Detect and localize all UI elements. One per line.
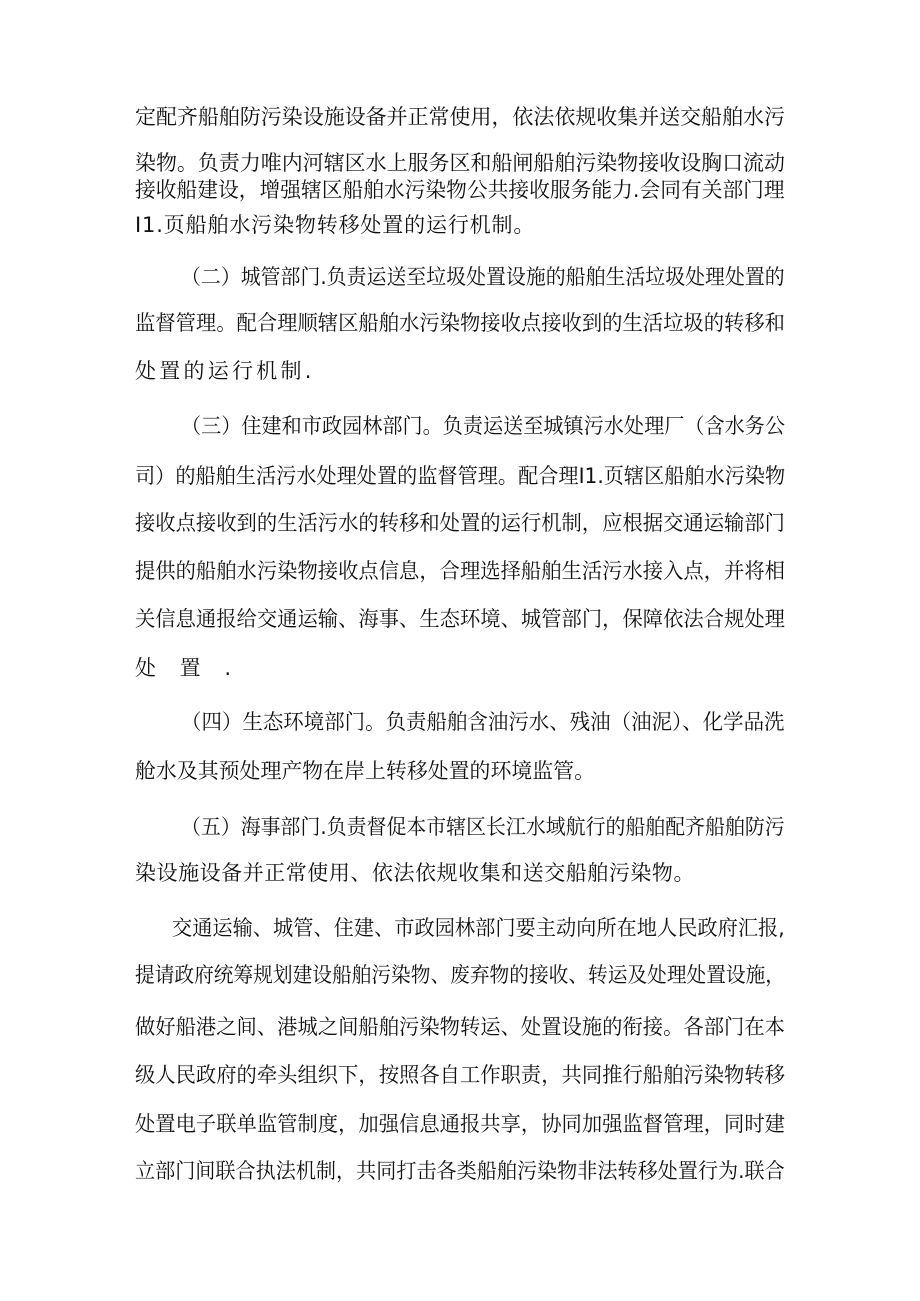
text-line: （四）生态环境部门。负责船舶含油污水、残油（油泥）、化学品洗 xyxy=(181,710,785,734)
text-line: 接收点接收到的生活污水的转移和处置的运行机制，应根据交通运输部门 xyxy=(135,511,785,535)
text-line: 交通运输、城管、住建、市政园林部门要主动向所在地人民政府汇报, xyxy=(172,916,785,940)
text-line: 染设施设备并正常使用、依法依规收集和送交船舶污染物。 xyxy=(135,861,695,885)
text-line: 提供的船舶水污染物接收点信息，合理选择船舶生活污水接入点，并将相 xyxy=(135,559,785,583)
text-line: （二）城管部门.负责运送至垃圾处置设施的船舶生活垃圾处理处置的 xyxy=(181,265,785,289)
text-line: I1.页船舶水污染物转移处置的运行机制。 xyxy=(135,213,536,237)
text-line: 提请政府统筹规划建设船舶污染物、废弃物的接收、转运及处理处置设施， xyxy=(135,963,785,987)
text-line: （五）海事部门.负责督促本市辖区长江水域航行的船舶配齐船舶防污 xyxy=(181,815,785,839)
text-line: （三）住建和市政园林部门。负责运送至城镇污水处理厂（含水务公 xyxy=(181,414,785,438)
text-line: 级人民政府的牵头组织下，按照各自工作职责，共同推行船舶污染物转移 xyxy=(135,1063,785,1087)
text-line: 司）的船舶生活污水处理处置的监督管理。配合理I1.页辖区船舶水污染物 xyxy=(135,464,786,488)
text-line: 做好船港之间、港城之间船舶污染物转运、处置设施的衔接。各部门在本 xyxy=(135,1015,785,1039)
text-line: 定配齐船舶防污染设施设备并正常使用，依法依规收集并送交船舶水污 xyxy=(135,105,785,129)
text-line: 处置. xyxy=(135,656,255,680)
text-line: 染物。负责力唯内河辖区水上服务区和船闸船舶污染物接收设胸口流动 xyxy=(135,151,785,175)
text-line: 监督管理。配合理顺辖区船舶水污染物接收点接收到的生活垃圾的转移和 xyxy=(135,311,785,335)
text-line: 关信息通报给交通运输、海事、生态环境、城管部门，保障依法合规处理 xyxy=(135,607,785,631)
text-line: 接收船建设，增强辖区船舶水污染物公共接收服务能力.会同有关部门理 xyxy=(135,178,785,202)
text-line: 处置的运行机制. xyxy=(135,359,315,383)
text-line: 处置电子联单监管制度，加强信息通报共享，协同加强监督管理，同时建 xyxy=(135,1112,785,1136)
text-line: 舱水及其预处理产物在岸上转移处置的环境监管。 xyxy=(135,759,595,783)
text-line: 立部门间联合执法机制，共同打击各类船舶污染物非法转移处置行为.联合 xyxy=(135,1159,785,1183)
